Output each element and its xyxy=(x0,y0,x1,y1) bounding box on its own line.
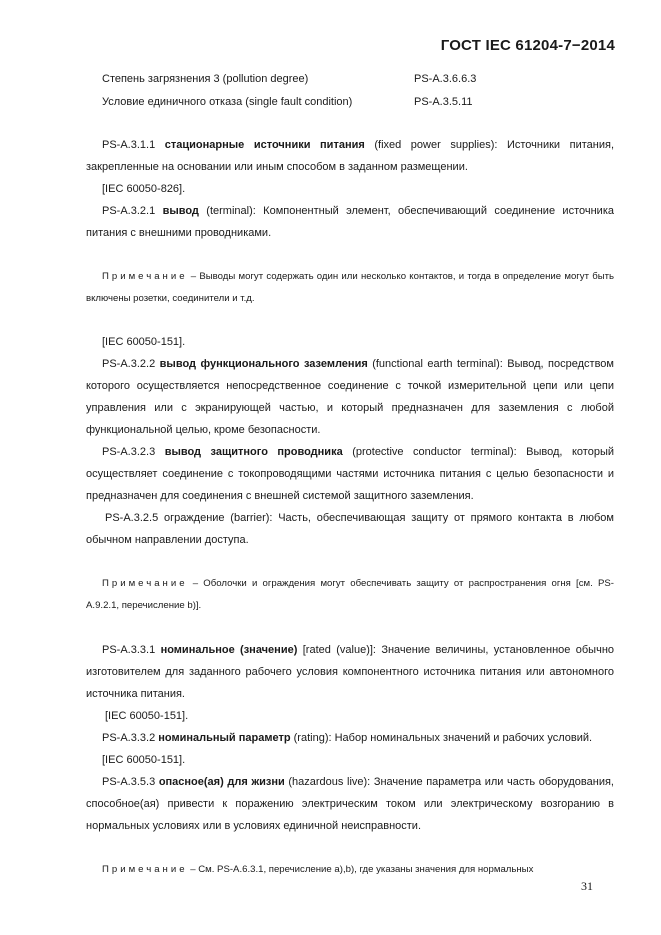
defined-term: опасное(ая) для жизни xyxy=(158,776,285,788)
source-reference: [IEC 60050-151]. xyxy=(102,754,186,766)
page-number: 31 xyxy=(581,879,593,893)
document-header: ГОСТ IEC 61204-7−2014 xyxy=(440,37,615,54)
definition-fixed-power-supplies xyxy=(86,134,614,178)
defined-term: вывод xyxy=(162,205,199,217)
defined-term: номинальный параметр xyxy=(158,732,291,744)
note-label: Примечание xyxy=(102,271,188,282)
note-enclosures xyxy=(86,573,614,617)
defined-term: вывод функционального заземления xyxy=(159,358,368,370)
document-body xyxy=(86,134,614,881)
definition-terminal xyxy=(86,200,614,244)
cross-reference-row xyxy=(102,72,522,95)
definition-barrier: PS-A.3.2.5 ограждение (barrier): Часть, обеспечивающая защиту от прямого контакта в любом обычном направлении доступа. xyxy=(86,512,614,546)
note-text: – Выводы могут содержать один или несколько контактов, и тогда в определение могут быть включены розетки, соединители и т.д. xyxy=(86,271,614,304)
note-terminals xyxy=(86,266,614,310)
definition-text: (protective conductor terminal): Вывод, который осуществляет соединение с токопроводящими частями источника питания с целью безопасности и предназначен для соединения с внешней системой защитного заземления. xyxy=(86,446,614,502)
definition-rated-value xyxy=(86,639,614,705)
definition-text: (functional earth terminal): Вывод, посредством которого осуществляется непосредственное соединение с точкой измерительной цепи или цепи управления или с экранирующей частью, и который предназначен для заземления с любой функциональной целью, кроме безопасности. xyxy=(86,358,614,436)
definition-hazardous-live xyxy=(86,771,614,837)
definition-text: (rating): Набор номинальных значений и рабочих условий. xyxy=(290,732,593,744)
source-reference: [IEC 60050-826]. xyxy=(102,183,186,195)
clause-number: PS-A.3.3.1 xyxy=(102,644,156,656)
note-label: Примечание xyxy=(102,864,188,875)
clause-number: PS-A.3.3.2 xyxy=(102,732,156,744)
clause-number: PS-A.3.2.1 xyxy=(102,205,156,217)
source-reference: [IEC 60050-151]. xyxy=(105,710,189,722)
definition-text: [rated (value)]: Значение величины, установленное обычно изготовителем для заданного рабочего условия компонентного источника питания или автономного источника питания. xyxy=(86,644,615,700)
reference-code: PS-A.3.5.11 xyxy=(414,96,473,108)
definition-text: (terminal): Компонентный элемент, обеспечивающий соединение источника питания с внешними проводниками. xyxy=(86,205,614,239)
clause-number: PS-A.3.5.3 xyxy=(102,776,156,788)
defined-term: стационарные источники питания xyxy=(164,139,365,151)
definition-protective-conductor-terminal xyxy=(86,441,614,507)
cross-reference-list xyxy=(102,72,522,118)
defined-term: номинальное (значение) xyxy=(160,644,298,656)
defined-term: вывод защитного проводника xyxy=(164,446,343,458)
reference-term: Условие единичного отказа (single fault condition) xyxy=(102,96,353,108)
note-text: – Оболочки и ограждения могут обеспечивать защиту от распространения огня [см. PS-A.9.2.1, перечисление b)]. xyxy=(86,578,614,611)
definition-rating xyxy=(86,727,614,749)
definition-functional-earth-terminal xyxy=(86,353,614,441)
reference-code: PS-A.3.6.6.3 xyxy=(414,73,477,85)
source-reference: [IEC 60050-151]. xyxy=(102,336,186,348)
cross-reference-row xyxy=(102,95,522,118)
note-text: – См. PS-A.6.3.1, перечисление a),b), где указаны значения для нормальных xyxy=(187,864,534,875)
reference-term: Степень загрязнения 3 (pollution degree) xyxy=(102,73,309,85)
clause-number: PS-A.3.1.1 xyxy=(102,139,156,151)
clause-number: PS-A.3.2.3 xyxy=(102,446,156,458)
note-label: Примечание xyxy=(102,578,188,589)
definition-text: (hazardous live): Значение параметра или часть оборудования, способное(ая) привести к поражению электрическим током или электрическому возгоранию в нормальных условиях или в условиях единичной неисправности. xyxy=(86,776,614,832)
note-hazardous-live xyxy=(86,859,614,881)
definition-text: (fixed power supplies): Источники питания, закрепленные на основании или иным способом в заданном размещении. xyxy=(86,139,615,173)
clause-number: PS-A.3.2.2 xyxy=(102,358,156,370)
